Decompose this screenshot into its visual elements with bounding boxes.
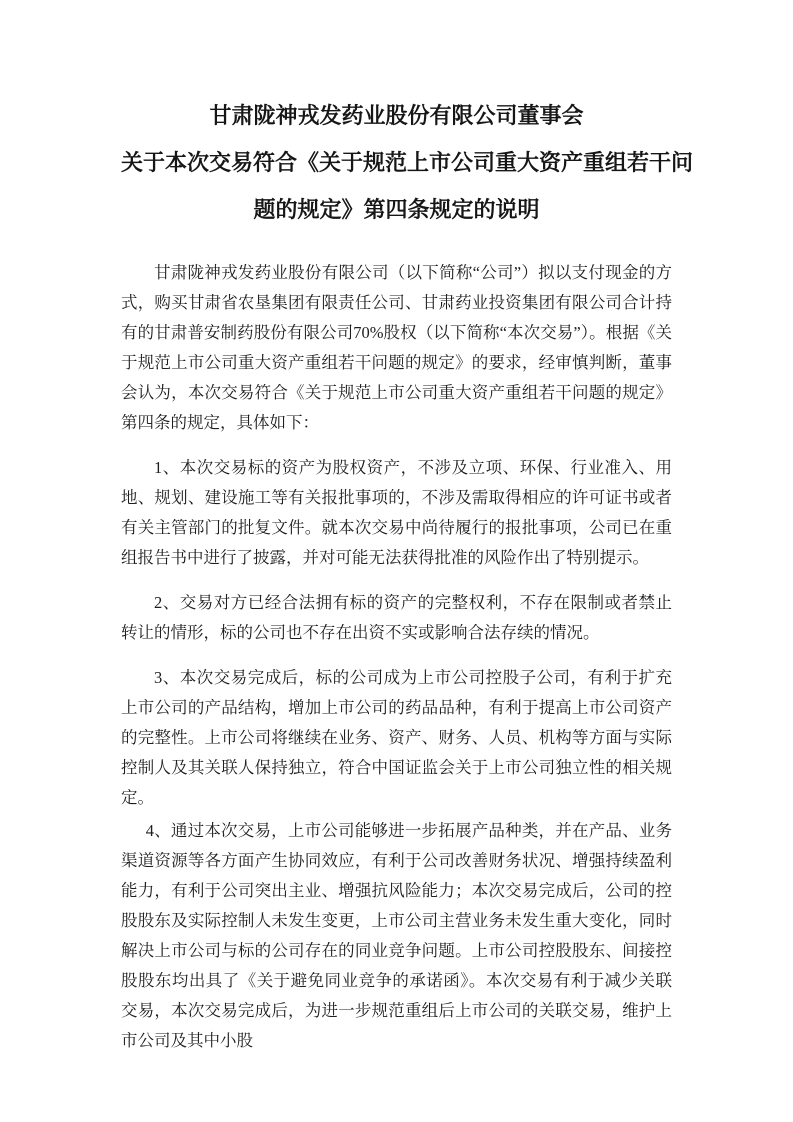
document-title — [121, 92, 694, 233]
title-line-1: 甘肃陇神戎发药业股份有限公司董事会 — [209, 103, 584, 128]
paragraph-item-4: 4、通过本次交易，上市公司能够进一步拓展产品种类，并在产品、业务渠道资源等各方面产生协同效应，有利于公司改善财务状况、增强持续盈利能力，有利于公司突出主业、增强抗风险能力；本次交易完成后，公司的控股股东及实际控制人未发生变更，上市公司主营业务未发生重大变化，同时解决上市公司与标的公司存在的同业竞争问题。上市公司控股股东、间接控股股东均出具了《关于避免同业竞争的承诺函》。本次交易有利于减少关联交易，本次交易完成后，为进一步规范重组后上市公司的关联交易，维护上市公司及其中小股 — [121, 821, 672, 1050]
paragraph-item-3: 3、本次交易完成后，标的公司成为上市公司控股子公司，有利于扩充上市公司的产品结构，增加上市公司的药品品种，有利于提高上市公司资产的完整性。上市公司将继续在业务、资产、财务、人员、机构等方面与实际控制人及其关联人保持独立，符合中国证监会关于上市公司独立性的相关规定。 — [121, 668, 672, 807]
paragraph-intro: 甘肃陇神戎发药业股份有限公司（以下简称“公司”）拟以支付现金的方式，购买甘肃省农垦集团有限责任公司、甘肃药业投资集团有限公司合计持有的甘肃普安制药股份有限公司70%股权（以下简称“本次交易”）。根据《关于规范上市公司重大资产重组若干问题的规定》的要求，经审慎判断，董事会认为，本次交易符合《关于规范上市公司重大资产重组若干问题的规定》第四条的规定，具体如下： — [121, 263, 672, 432]
title-line-2: 关于本次交易符合《关于规范上市公司重大资产重组若干问 — [121, 150, 694, 175]
title-line-3: 题的规定》第四条规定的说明 — [253, 197, 540, 222]
document-body — [121, 258, 672, 1056]
paragraph-item-1: 1、本次交易标的资产为股权资产，不涉及立项、环保、行业准入、用地、规划、建设施工等有关报批事项的，不涉及需取得相应的许可证书或者有关主管部门的批复文件。就本次交易中尚待履行的报批事项，公司已在重组报告书中进行了披露，并对可能无法获得批准的风险作出了特别提示。 — [121, 458, 672, 567]
paragraph-item-2: 2、交易对方已经合法拥有标的资产的完整权利，不存在限制或者禁止转让的情形，标的公司也不存在出资不实或影响合法存续的情况。 — [121, 593, 672, 642]
